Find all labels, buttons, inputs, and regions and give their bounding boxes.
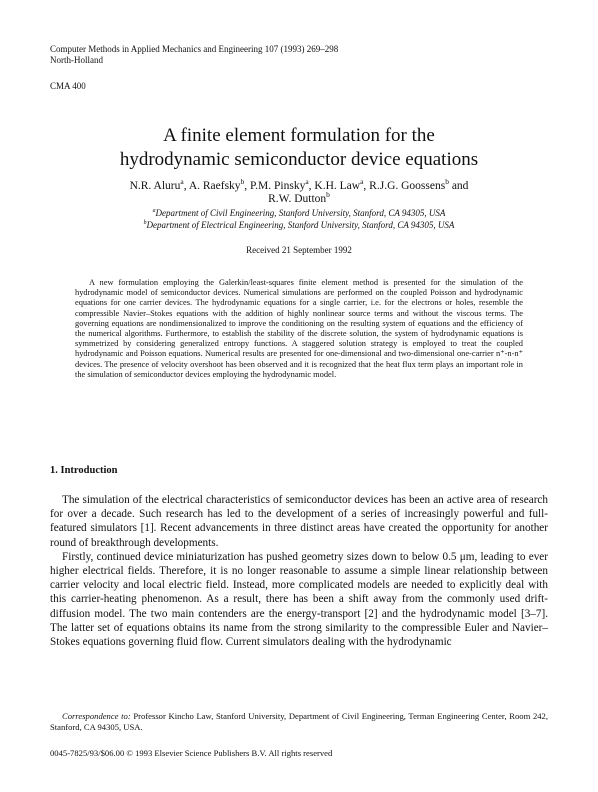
author: N.R. Aluru$^a$	[129, 177, 184, 192]
paragraph: Firstly, continued device miniaturization has pushed geometry sizes down to below 0.5 μm, leading to ever higher electrical fields. Therefore, it is no longer reasonable to assume a simple linear relationship between carrier velocity and local electric field. Instead, more complicated models are needed to explicitly deal with this carrier-heating phenomenon. As a result, there has been a shift away from the commonly used drift-diffusion model. The two main contenders are the energy-transport [2] and the hydrodynamic model [3–7]. The latter set of equations obtains its name from the strong similarity to the compressible Euler and Navier–Stokes equations governing fluid flow. Current simulators dealing with the hydrodynamic	[50, 550, 548, 649]
paper-title	[40, 124, 558, 172]
title-line-1: A finite element formulation for the	[163, 125, 435, 146]
body-text	[50, 493, 548, 649]
title-line-2: hydrodynamic semiconductor device equations	[119, 149, 479, 170]
affiliation: $^b$Department of Electrical Engineering, Stanford University, Stanford, CA 94305, USA	[143, 219, 455, 230]
journal-header	[50, 44, 338, 66]
publisher: North-Holland	[50, 55, 103, 65]
author: A. Raefsky$^b$	[188, 177, 245, 192]
abstract: A new formulation employing the Galerkin/least-squares finite element method is presented for the simulation of the hydrodynamic model of semiconductor devices. Numerical simulations are performed on the coupled Poisson and hydrodynamic equations for one carrier devices. The hydrodynamic equations for a single carrier, i.e. for the electrons or holes, resemble the compressible Navier–Stokes equations with the addition of highly nonlinear source terms and without the viscous terms. The governing equations are nondimensionalized to improve the conditioning on the resulting system of equations and the efficiency of the numerical algorithms. Furthermore, to establish the stability of the discrete solution, the system of hydrodynamic equations is symmetrized by considering generalized entropy functions. A staggered solution strategy is employed to treat the coupled hydrodynamic and Poisson equations. Numerical results are presented for one-dimensional and two-dimensional one-carrier n⁺-n-n⁺ devices. The presence of velocity overshoot has been observed and it is recognized that the heat flux term plays an important role in the simulation of semiconductor devices employing the hydrodynamic model.	[75, 278, 523, 379]
received-date: Received 21 September 1992	[246, 245, 352, 255]
author: R.W. Dutton$^b$	[268, 190, 330, 205]
section-heading: 1. Introduction	[50, 465, 118, 476]
affiliations	[60, 208, 538, 231]
copyright-line: 0045-7825/93/$06.00 © 1993 Elsevier Science Publishers B.V. All rights reserved	[50, 748, 333, 758]
author: R.J.G. Goossens$^b$	[369, 177, 449, 192]
affiliation: $^a$Department of Civil Engineering, Stanford University, Stanford, CA 94305, USA	[152, 208, 446, 218]
article-code: CMA 400	[50, 81, 86, 91]
correspondence-footnote	[50, 711, 548, 733]
author-list: N.R. Aluru$^a$, A. Raefsky$^b$, P.M. Pinsky$^a$, K.H. Law$^a$, R.J.G. Goossens$^b$ and R.W. Dutton$^b$	[129, 177, 469, 205]
paragraph: The simulation of the electrical characteristics of semiconductor devices has been an active area of research for over a decade. Such research has led to the development of a series of increasingly powerful and full-featured simulators [1]. Recent advancements in three distinct areas have created the opportunity for another round of breakthrough developments.	[50, 494, 548, 549]
correspondence-label: Correspondence to:	[62, 711, 131, 721]
correspondence-text: Professor Kincho Law, Stanford University, Department of Civil Engineering, Terman Engineering Center, Room 242, Stanford, CA 94305, USA.	[50, 711, 548, 732]
author: P.M. Pinsky$^a$	[250, 177, 309, 192]
journal-citation: Computer Methods in Applied Mechanics and Engineering 107 (1993) 269–298	[50, 44, 339, 54]
author: K.H. Law$^a$	[314, 177, 364, 192]
